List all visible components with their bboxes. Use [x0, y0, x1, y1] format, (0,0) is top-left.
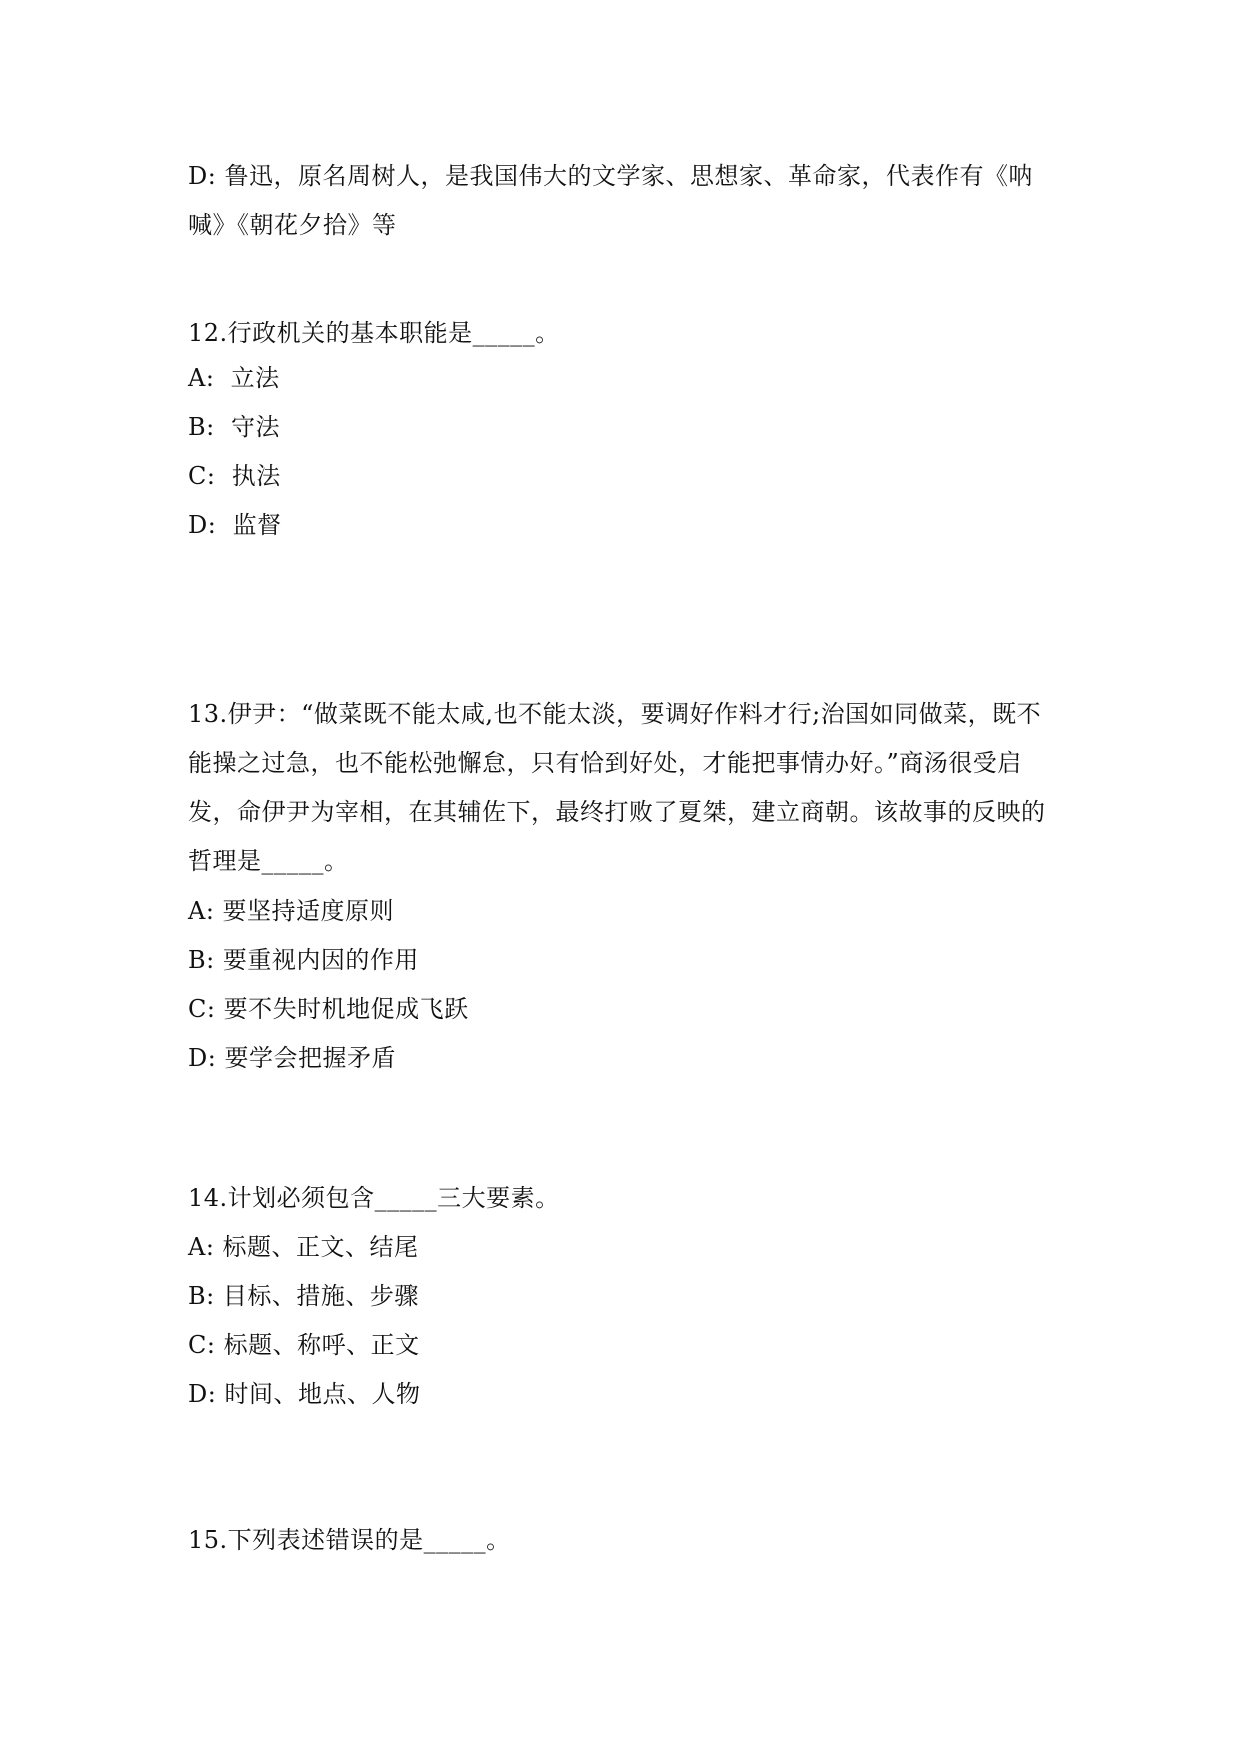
q14-option-b: B: 目标、措施、步骤 — [188, 1282, 419, 1310]
q14-option-c: C: 标题、称呼、正文 — [188, 1331, 420, 1359]
q12-option-d: D: 监督 — [188, 511, 282, 539]
q13-option-c: C: 要不失时机地促成飞跃 — [188, 995, 469, 1023]
q14-option-d: D: 时间、地点、人物 — [188, 1380, 421, 1408]
q13-option-d: D: 要学会把握矛盾 — [188, 1044, 396, 1072]
q12-option-c: C: 执法 — [188, 462, 281, 490]
q13-option-a: A: 要坚持适度原则 — [188, 897, 395, 925]
q13-stem: 13.伊尹：“做菜既不能太咸,也不能太淡，要调好作料才行;治国如同做菜，既不能操之过急，也不能松弛懈怠，只有恰到好处，才能把事情办好。”商汤很受启发，命伊尹为宰相，在其辅佐下，最终打败了夏桀，建立商朝。该故事的反映的哲理是_____。 — [188, 700, 1046, 875]
q12-option-a: A: 立法 — [188, 364, 280, 392]
q15-stem: 15.下列表述错误的是_____。 — [188, 1526, 511, 1554]
q13-option-b: B: 要重视内因的作用 — [188, 946, 419, 974]
prev-option-d: D: 鲁迅，原名周树人，是我国伟大的文学家、思想家、革命家，代表作有《呐喊》《朝花夕拾》等 — [188, 162, 1033, 239]
q12-option-b: B: 守法 — [188, 413, 280, 441]
q14-option-a: A: 标题、正文、结尾 — [188, 1233, 419, 1261]
q12-stem: 12.行政机关的基本职能是_____。 — [188, 319, 560, 347]
q14-stem: 14.计划必须包含_____三大要素。 — [188, 1184, 560, 1212]
